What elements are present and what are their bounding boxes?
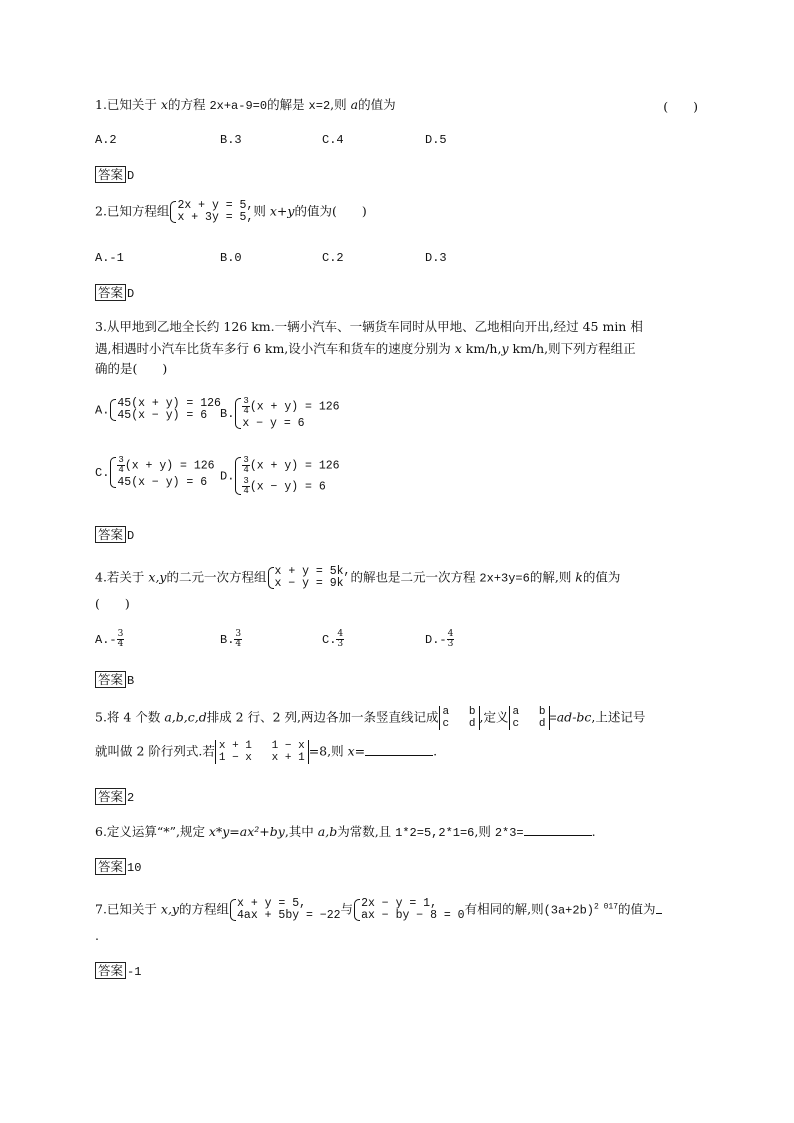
q4-option-a: A.- $\frac{3}{4}$ bbox=[95, 629, 124, 649]
answer-label: 答案 bbox=[95, 526, 126, 543]
q7-text: 7.已知关于 bbox=[95, 901, 161, 917]
q2-text: 的值为( ) bbox=[294, 203, 367, 219]
q1-text: 的方程 bbox=[167, 97, 210, 112]
q3-line-3: 确的是( ) bbox=[95, 361, 168, 376]
fraction: $\frac{3}{4}$ bbox=[117, 629, 124, 649]
q6-answer bbox=[95, 858, 141, 877]
q4-answer bbox=[95, 671, 134, 690]
answer-label: 答案 bbox=[95, 166, 126, 183]
q3-system-row: (x + y) = 126 bbox=[124, 459, 215, 473]
q5-text: ,上述记号 bbox=[591, 709, 646, 725]
q3-option-a bbox=[95, 398, 221, 422]
q3-text: km/h, bbox=[461, 341, 502, 356]
q3-line-2 bbox=[95, 341, 636, 357]
fraction: $\frac{3}{4}$ bbox=[235, 629, 242, 649]
q3-option-d-system bbox=[234, 456, 339, 496]
q5-answer-value: 2 bbox=[127, 791, 135, 805]
q7-answer-value: -1 bbox=[127, 965, 142, 979]
q5-text: ,定义 bbox=[479, 709, 509, 725]
q4-line-2: ( ) bbox=[95, 596, 130, 611]
q1-answer bbox=[95, 166, 134, 185]
q1-option-c: C.4 bbox=[322, 133, 344, 147]
q1-equation: 2x+a-9=0 bbox=[209, 99, 268, 113]
q1-option-a: A.2 bbox=[95, 133, 117, 147]
q5-definition: ad-bc bbox=[556, 709, 592, 725]
q5-vars: a,b,c,d bbox=[164, 709, 207, 725]
q7-line-2: . bbox=[95, 928, 99, 943]
q6-operator: * bbox=[163, 824, 170, 839]
q2-answer-value: D bbox=[127, 287, 135, 301]
q7-text: 的值为 bbox=[618, 901, 656, 917]
q5-line-1: 5.将 4 个数 a,b,c,d排成 2 行、2 列,两边各加一条竖直线记成 a b c d ,定义 a b c d =ad-bc,上述记号 bbox=[95, 706, 646, 730]
fraction: $\frac{3}{4}$ bbox=[243, 476, 249, 496]
q1-solution: x=2 bbox=[308, 99, 331, 113]
q6-text: 6.定义运算“ bbox=[95, 824, 164, 839]
q7-stem bbox=[95, 898, 662, 922]
q4-text: 4.若关于 bbox=[95, 569, 149, 585]
answer-label: 答案 bbox=[95, 284, 126, 301]
q6-vars: a,b bbox=[317, 824, 338, 839]
q3-option-b bbox=[220, 397, 340, 430]
q3-option-label: D. bbox=[220, 469, 235, 484]
q3-system-row: x − y = 6 bbox=[242, 417, 305, 430]
answer-label: 答案 bbox=[95, 858, 126, 875]
q5-text: 排成 2 行、2 列,两边各加一条竖直线记成 bbox=[206, 709, 439, 725]
q3-text: 遇,相遇时小汽车比货车多行 6 km,设小汽车和货车的速度分别为 bbox=[95, 341, 455, 356]
q3-option-c-system bbox=[109, 456, 214, 489]
q3-system-row: (x + y) = 126 bbox=[249, 459, 340, 473]
q3-option-label: A. bbox=[95, 403, 110, 418]
q6-text: ,其中 bbox=[284, 824, 318, 839]
q1-option-d: D.5 bbox=[425, 133, 447, 147]
fraction: $\frac{3}{4}$ bbox=[118, 455, 124, 475]
q3-system-row: (x + y) = 126 bbox=[249, 400, 340, 414]
q3-option-a-system bbox=[109, 398, 221, 422]
q7-vars: x,y bbox=[160, 901, 179, 917]
q5-text: 就叫做 2 阶行列式.若 bbox=[95, 743, 215, 759]
q6-definition: x*y=ax²+by bbox=[208, 824, 285, 839]
q2-equation-system bbox=[169, 200, 253, 224]
q2-system-row-1: 2x + y = 5, bbox=[177, 199, 254, 212]
q2-option-d: D.3 bbox=[425, 251, 447, 265]
q6-text: ”,规定 bbox=[169, 824, 209, 839]
q6-conditions: 1*2=5,2*1=6 bbox=[395, 826, 475, 840]
q3-answer bbox=[95, 526, 134, 545]
q3-option-b-system bbox=[234, 397, 339, 430]
q4-option-b: B. $\frac{3}{4}$ bbox=[220, 629, 242, 649]
q3-system-row: 45(x − y) = 6 bbox=[117, 409, 208, 422]
q4-system-row-1: x + y = 5k, bbox=[274, 565, 351, 578]
fraction: $\frac{3}{4}$ bbox=[243, 396, 249, 416]
fraction: $\frac{4}{3}$ bbox=[337, 629, 344, 649]
q1-var-a: a bbox=[350, 97, 359, 112]
q4-text: 的二元一次方程组 bbox=[166, 569, 267, 585]
answer-label: 答案 bbox=[95, 671, 126, 688]
q3-system-row: (x − y) = 6 bbox=[249, 480, 326, 494]
q1-text: 的解是 bbox=[267, 97, 309, 112]
q1-var-x: x bbox=[160, 97, 168, 112]
q4-option-d: D.- $\frac{4}{3}$ bbox=[425, 629, 454, 649]
q2-text: 2.已知方程组 bbox=[95, 203, 170, 219]
q6-text: 为常数,且 bbox=[337, 824, 396, 839]
q7-expression: (3a+2b) bbox=[543, 903, 594, 918]
q7-equation-system-2: 2x − y = 1, ax − by − 8 = 0 bbox=[353, 898, 465, 922]
q1-text: ,则 bbox=[330, 97, 351, 112]
q2-option-b: B.0 bbox=[220, 251, 242, 265]
q5-text: 5.将 4 个数 bbox=[95, 709, 165, 725]
q4-option-c: C. $\frac{4}{3}$ bbox=[322, 629, 344, 649]
q2-option-c: C.2 bbox=[322, 251, 344, 265]
q7-equation-system-1: x + y = 5, 4ax + 5by = −22 bbox=[229, 898, 341, 922]
q3-option-d bbox=[220, 456, 340, 496]
q4-text: 的解也是二元一次方程 bbox=[350, 569, 480, 585]
q7-text: 有相同的解,则 bbox=[464, 901, 544, 917]
q2-system-row-2: x + 3y = 5, bbox=[177, 211, 254, 224]
q7-exponent: 2 017 bbox=[594, 902, 619, 912]
q1-text: 的值为 bbox=[358, 97, 396, 112]
q3-option-c bbox=[95, 456, 215, 489]
q6-ask: 2*3= bbox=[494, 826, 524, 840]
q1-text: 1.已知关于 bbox=[95, 97, 161, 112]
q5-var-x: x= bbox=[347, 743, 366, 759]
q3-system-row: 45(x + y) = 126 bbox=[117, 397, 221, 410]
q5-determinant-notation: a b c d bbox=[439, 706, 480, 730]
q4-stem bbox=[95, 566, 620, 590]
q4-equation-system bbox=[267, 566, 351, 590]
q1-answer-paren: ( ) bbox=[663, 99, 698, 114]
q7-text: 与 bbox=[340, 901, 354, 917]
q2-stem bbox=[95, 200, 367, 224]
q3-var-y: y bbox=[501, 341, 509, 356]
q3-line-1: 3.从甲地到乙地全长约 126 km.一辆小汽车、一辆货车同时从甲地、乙地相向开出,经过 45 min 相 bbox=[95, 319, 643, 334]
q3-option-label: B. bbox=[220, 407, 235, 421]
q2-option-a: A.-1 bbox=[95, 251, 124, 265]
q2-expression: x+y bbox=[269, 203, 295, 219]
q3-system-row: 45(x − y) = 6 bbox=[117, 476, 208, 489]
q4-var-k: k bbox=[575, 569, 583, 585]
q5-determinant-definition: a b c d bbox=[509, 706, 550, 730]
q2-text: 则 bbox=[253, 203, 270, 219]
q4-answer-value: B bbox=[127, 674, 135, 688]
q5-line-2: 就叫做 2 阶行列式.若 x + 1 1 − x 1 − x x + 1 =8,则 x= . bbox=[95, 740, 438, 764]
q1-option-b: B.3 bbox=[220, 133, 242, 147]
q4-equation: 2x+3y=6 bbox=[479, 571, 530, 586]
q4-text: 的解,则 bbox=[529, 569, 576, 585]
q3-answer-value: D bbox=[127, 529, 135, 543]
answer-label: 答案 bbox=[95, 788, 126, 805]
q6-text: ,则 bbox=[474, 824, 495, 839]
q1-answer-value: D bbox=[127, 169, 135, 183]
q6-answer-blank bbox=[524, 824, 592, 836]
q1-stem bbox=[95, 97, 396, 114]
q6-stem: 6.定义运算“*”,规定 x*y=ax²+by,其中 a,b为常数,且 1*2=5,2*1=6,则 2*3= . bbox=[95, 824, 596, 840]
q7-answer bbox=[95, 962, 141, 981]
answer-label: 答案 bbox=[95, 962, 126, 979]
q4-vars: x,y bbox=[148, 569, 167, 585]
fraction: $\frac{3}{4}$ bbox=[243, 455, 249, 475]
q3-option-label: C. bbox=[95, 466, 110, 480]
q4-system-row-2: x − y = 9k bbox=[274, 577, 344, 590]
q3-text: km/h,则下列方程组正 bbox=[508, 341, 636, 356]
q7-answer-blank bbox=[656, 902, 662, 914]
q7-text: 的方程组 bbox=[179, 901, 230, 917]
q5-determinant-equation: x + 1 1 − x 1 − x x + 1 bbox=[215, 740, 309, 764]
q4-text: 的值为 bbox=[582, 569, 621, 585]
fraction: $\frac{4}{3}$ bbox=[447, 629, 454, 649]
q2-answer bbox=[95, 284, 134, 303]
q5-text: =8,则 bbox=[308, 743, 348, 759]
q5-answer-blank bbox=[365, 744, 433, 756]
q5-answer bbox=[95, 788, 134, 807]
q3-var-x: x bbox=[454, 341, 462, 356]
q6-answer-value: 10 bbox=[127, 861, 142, 875]
